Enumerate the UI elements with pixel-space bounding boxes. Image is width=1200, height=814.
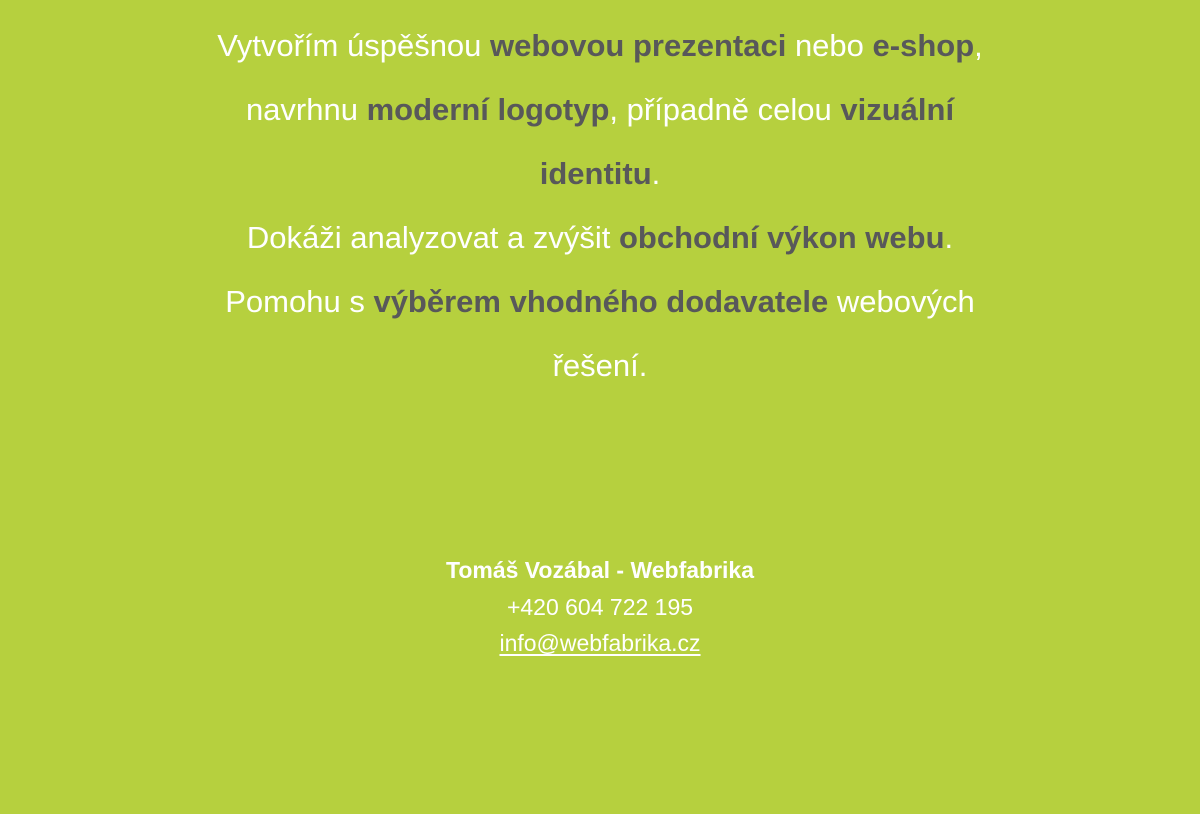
- headline-emphasis-segment: obchodní výkon webu: [619, 220, 945, 255]
- headline-text: [120, 14, 1080, 398]
- contact-email-link[interactable]: info@webfabrika.cz: [499, 630, 701, 656]
- headline-text-segment: webových: [828, 284, 975, 319]
- headline-line: [120, 206, 1080, 270]
- headline-emphasis-segment: vizuální: [840, 92, 955, 127]
- headline-emphasis-segment: moderní logotyp: [366, 92, 610, 127]
- headline-text-segment: navrhnu: [245, 92, 367, 127]
- headline-text-segment: .: [944, 220, 954, 255]
- contact-block: [0, 552, 1200, 662]
- headline-emphasis-segment: identitu: [539, 156, 652, 191]
- headline-line: [120, 334, 1080, 398]
- headline-text-segment: Vytvořím úspěšnou: [217, 28, 491, 63]
- headline-emphasis-segment: e-shop: [872, 28, 975, 63]
- headline-line: [120, 142, 1080, 206]
- headline-emphasis-segment: výběrem vhodného dodavatele: [373, 284, 829, 319]
- landing-page: [0, 14, 1200, 814]
- headline-text-segment: řešení.: [552, 348, 648, 383]
- headline-line: [120, 78, 1080, 142]
- contact-phone: +420 604 722 195: [506, 593, 694, 620]
- headline-line: [120, 14, 1080, 78]
- headline-text-segment: Pomohu s: [225, 284, 374, 319]
- headline-text-segment: ,: [974, 28, 983, 63]
- contact-name: Tomáš Vozábal - Webfabrika: [445, 557, 755, 583]
- headline-line: [120, 270, 1080, 334]
- headline-text-segment: nebo: [786, 28, 873, 63]
- headline-text-segment: , případně celou: [609, 92, 841, 127]
- headline-emphasis-segment: webovou prezentaci: [490, 28, 787, 63]
- headline-text-segment: .: [651, 156, 661, 191]
- headline-text-segment: Dokáži analyzovat a zvýšit: [246, 220, 619, 255]
